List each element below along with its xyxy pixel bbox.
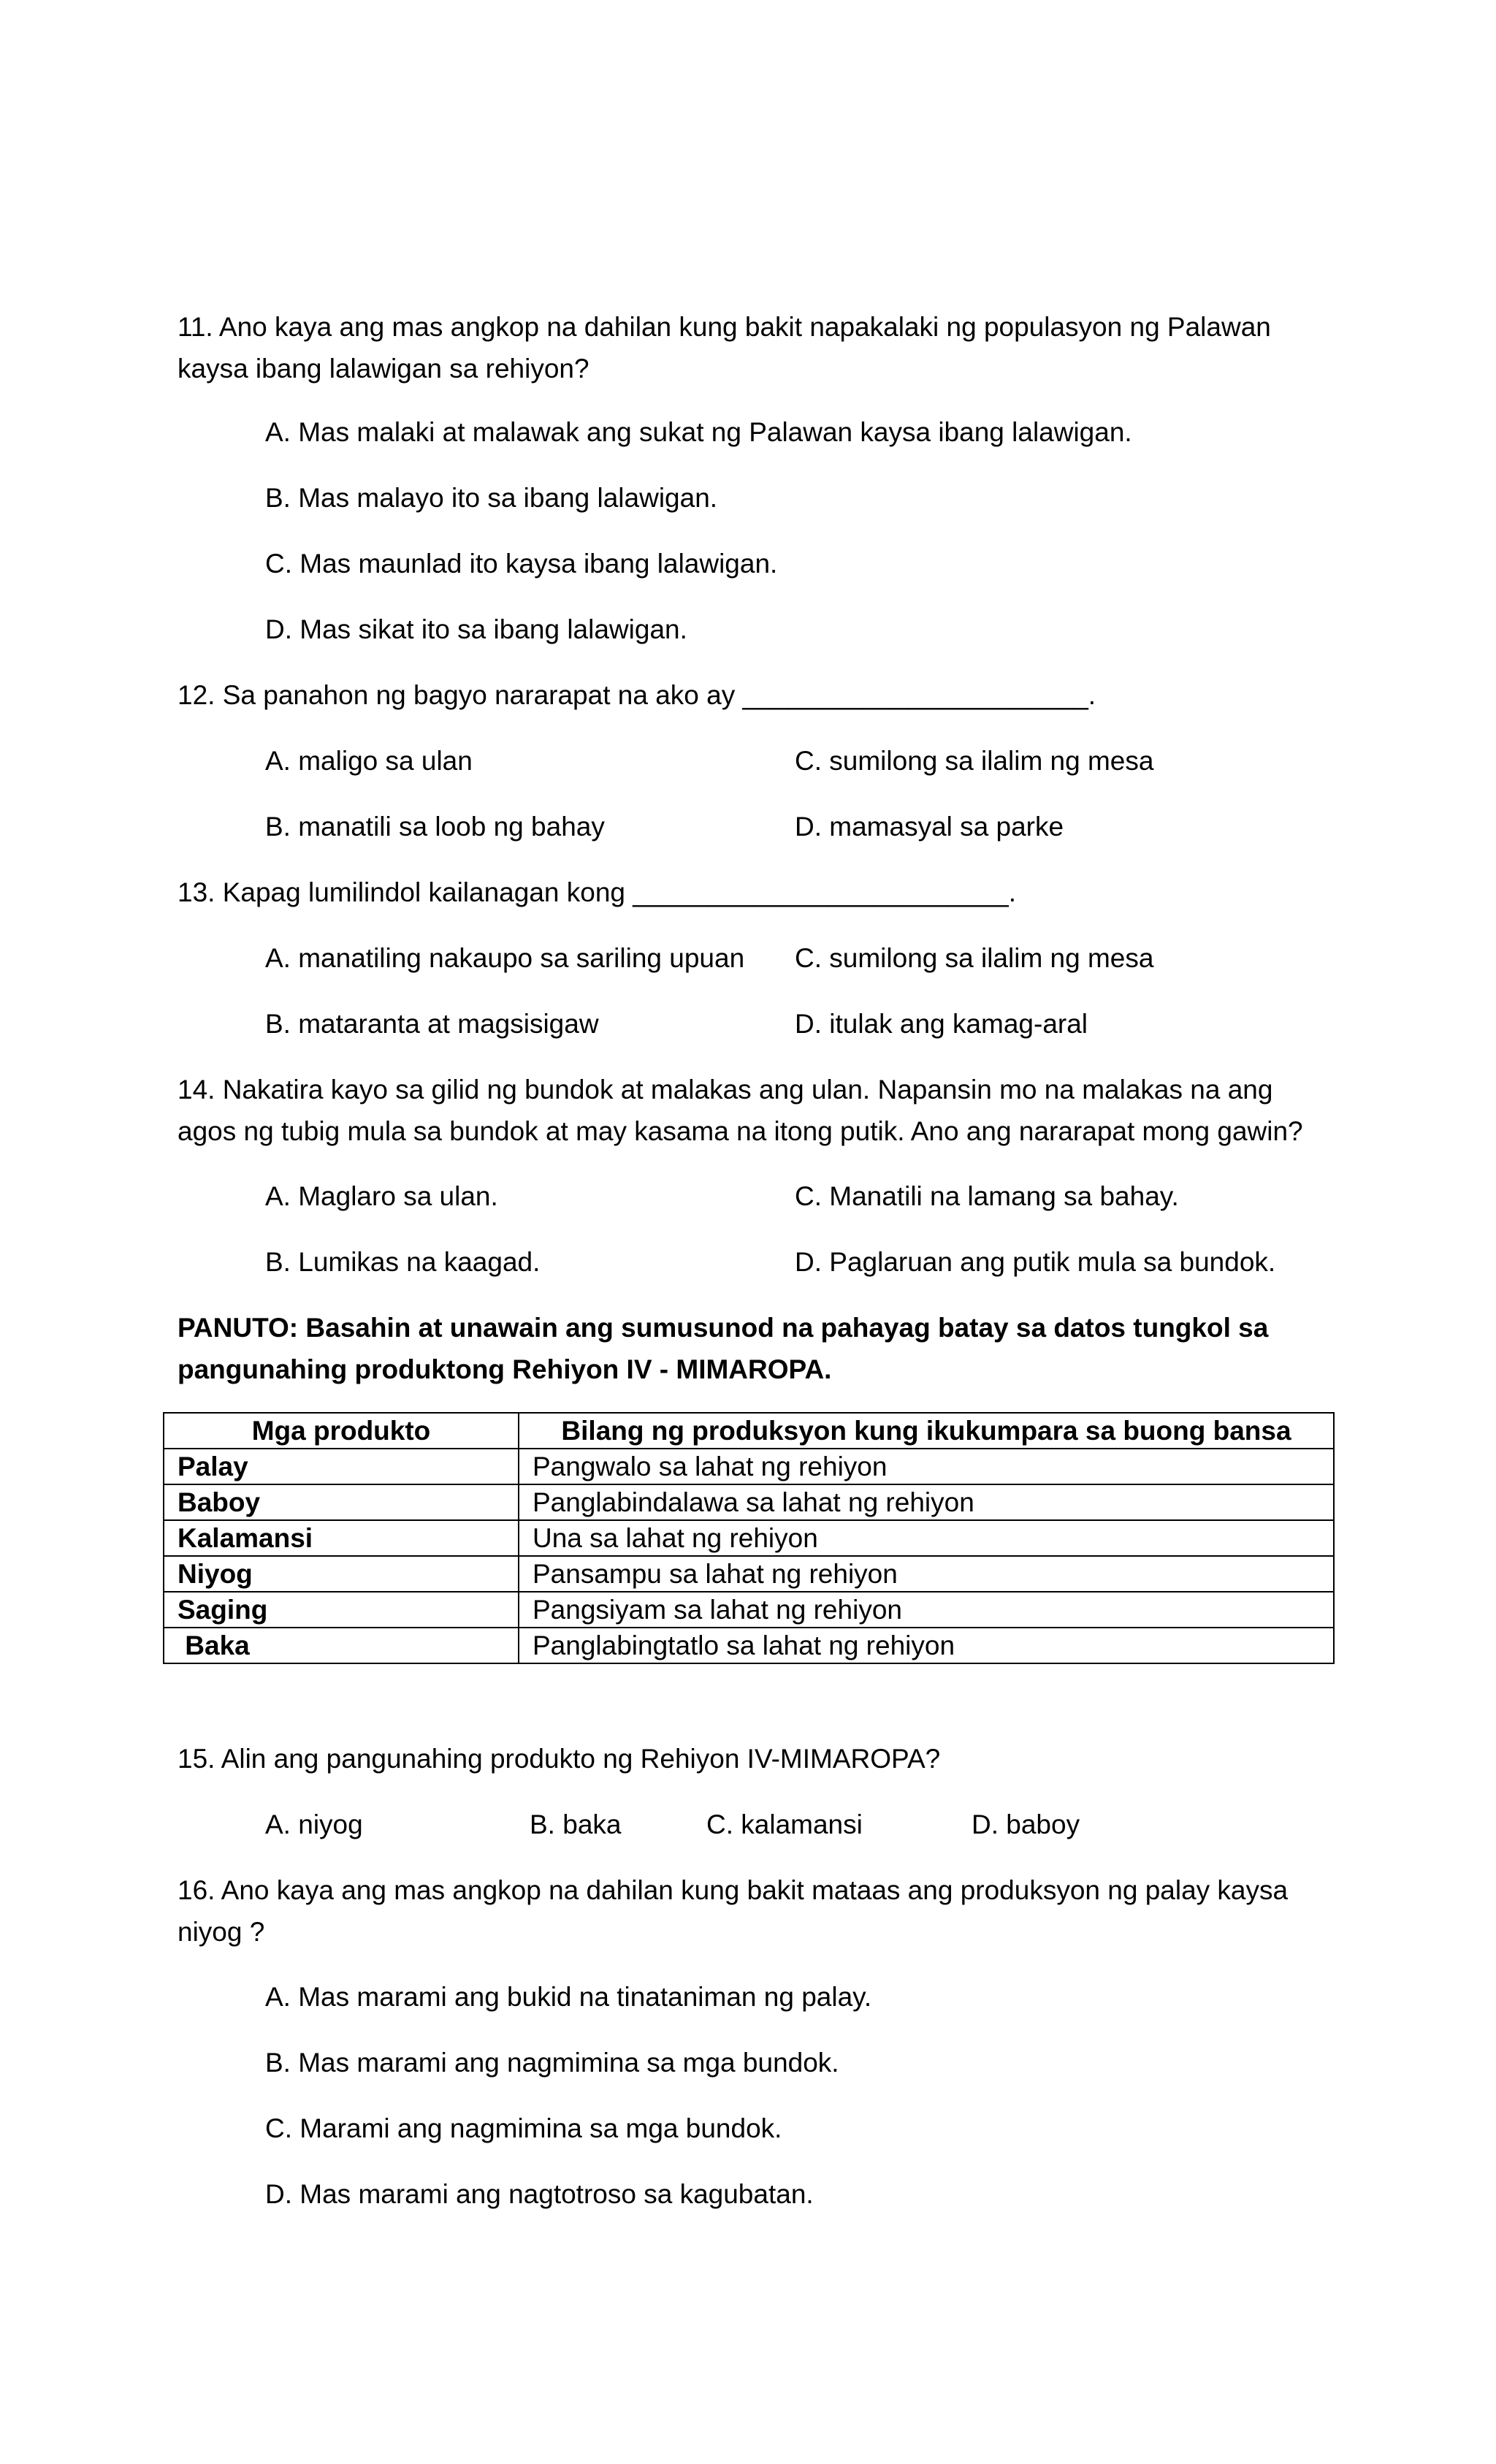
product-rank: Una sa lahat ng rehiyon — [519, 1520, 1334, 1556]
product-rank: Panglabindalawa sa lahat ng rehiyon — [519, 1484, 1334, 1520]
product-table — [163, 1412, 1335, 1664]
question-16: 16. Ano kaya ang mas angkop na dahilan kung bakit mataas ang produksyon ng palay kaysa niyog ? — [178, 1875, 1289, 1947]
product-name: Baka — [164, 1628, 519, 1663]
q16-option-d: D. Mas marami ang nagtotroso sa kagubatan. — [265, 2179, 814, 2209]
table-row — [164, 1628, 1334, 1663]
table-row — [164, 1449, 1334, 1484]
q11-option-b: B. Mas malayo ito sa ibang lalawigan. — [265, 483, 718, 513]
q11-option-c: C. Mas maunlad ito kaysa ibang lalawigan. — [265, 549, 778, 579]
question-11: 11. Ano kaya ang mas angkop na dahilan kung bakit napakalaki ng populasyon ng Palawan kaysa ibang lalawigan sa rehiyon? — [178, 312, 1271, 384]
question-15: 15. Alin ang pangunahing produkto ng Rehiyon IV-MIMAROPA? — [178, 1744, 941, 1774]
question-14: 14. Nakatira kayo sa gilid ng bundok at malakas ang ulan. Napansin mo na malakas na ang agos ng tubig mula sa bundok at may kasama na itong putik. Ano ang nararapat mong gawin? — [178, 1075, 1303, 1146]
q15-option-a: A. niyog — [265, 1809, 363, 1839]
q16-option-a: A. Mas marami ang bukid na tinataniman ng palay. — [265, 1982, 872, 2012]
q16-option-b: B. Mas marami ang nagmimina sa mga bundok. — [265, 2048, 839, 2078]
q13-option-a: A. manatiling nakaupo sa sariling upuan — [265, 943, 745, 973]
header-production-rank: Bilang ng produksyon kung ikukumpara sa buong bansa — [519, 1413, 1334, 1449]
q12-option-b: B. manatili sa loob ng bahay — [265, 812, 605, 842]
product-rank: Pansampu sa lahat ng rehiyon — [519, 1556, 1334, 1592]
q11-option-d: D. Mas sikat ito sa ibang lalawigan. — [265, 614, 687, 644]
table-row — [164, 1592, 1334, 1628]
q14-option-c: C. Manatili na lamang sa bahay. — [795, 1181, 1179, 1211]
header-products: Mga produkto — [164, 1413, 519, 1449]
q12-option-a: A. maligo sa ulan — [265, 746, 473, 776]
q15-option-d: D. baboy — [972, 1809, 1080, 1839]
product-name: Palay — [164, 1449, 519, 1484]
q11-option-a: A. Mas malaki at malawak ang sukat ng Palawan kaysa ibang lalawigan. — [265, 417, 1132, 447]
q12-option-c: C. sumilong sa ilalim ng mesa — [795, 746, 1154, 776]
product-name: Niyog — [164, 1556, 519, 1592]
table-header-row — [164, 1413, 1334, 1449]
q14-option-a: A. Maglaro sa ulan. — [265, 1181, 498, 1211]
product-rank: Pangsiyam sa lahat ng rehiyon — [519, 1592, 1334, 1628]
table-row — [164, 1484, 1334, 1520]
panuto-instructions: PANUTO: Basahin at unawain ang sumusunod na pahayag batay sa datos tungkol sa pangunahing produktong Rehiyon IV - MIMAROPA. — [178, 1313, 1269, 1384]
q13-option-b: B. mataranta at magsisigaw — [265, 1009, 599, 1039]
q15-option-c: C. kalamansi — [706, 1809, 863, 1839]
product-name: Saging — [164, 1592, 519, 1628]
product-rank: Pangwalo sa lahat ng rehiyon — [519, 1449, 1334, 1484]
product-rank: Panglabingtatlo sa lahat ng rehiyon — [519, 1628, 1334, 1663]
q12-option-d: D. mamasyal sa parke — [795, 812, 1064, 842]
product-name: Baboy — [164, 1484, 519, 1520]
q16-option-c: C. Marami ang nagmimina sa mga bundok. — [265, 2113, 782, 2143]
question-13: 13. Kapag lumilindol kailanagan kong _________________________. — [178, 877, 1016, 907]
table-row — [164, 1556, 1334, 1592]
product-name: Kalamansi — [164, 1520, 519, 1556]
q13-option-c: C. sumilong sa ilalim ng mesa — [795, 943, 1154, 973]
q13-option-d: D. itulak ang kamag-aral — [795, 1009, 1088, 1039]
question-12: 12. Sa panahon ng bagyo nararapat na ako ay _______________________. — [178, 680, 1096, 710]
table-row — [164, 1520, 1334, 1556]
q15-option-b: B. baka — [530, 1809, 622, 1839]
q14-option-b: B. Lumikas na kaagad. — [265, 1247, 541, 1277]
q14-option-d: D. Paglaruan ang putik mula sa bundok. — [795, 1247, 1276, 1277]
